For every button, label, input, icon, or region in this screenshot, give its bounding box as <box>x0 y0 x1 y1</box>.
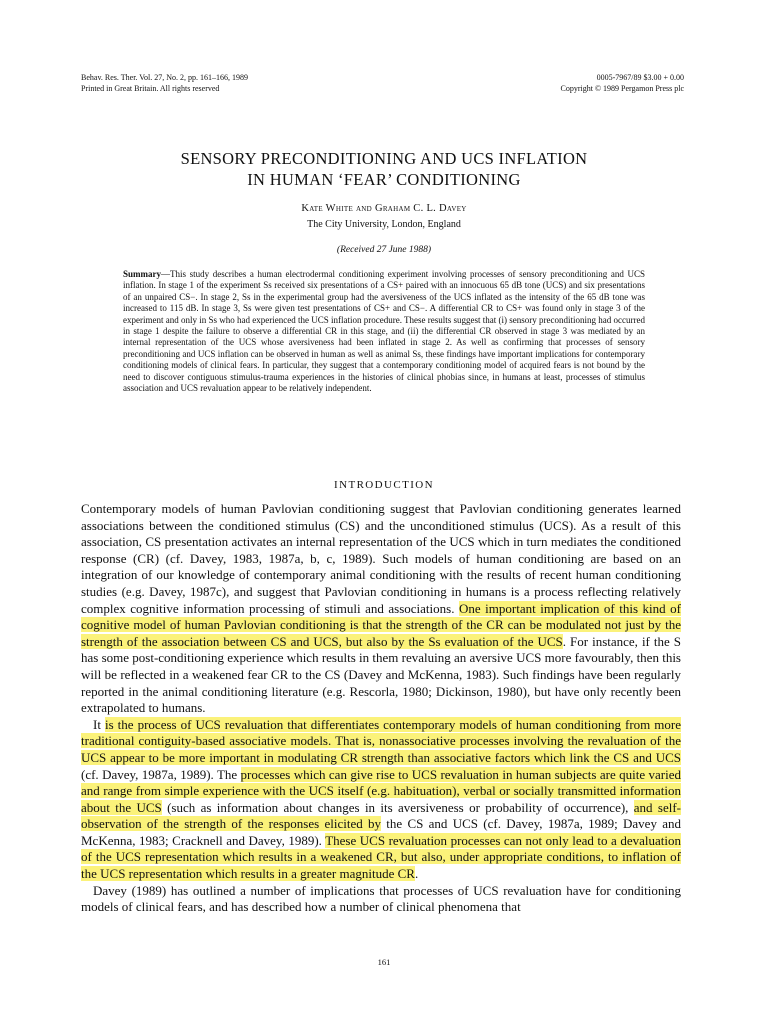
abstract-label: Summary <box>123 269 161 279</box>
printed-line: Printed in Great Britain. All rights reserved <box>81 84 220 93</box>
text-run: . <box>414 866 419 882</box>
text-run: . For instance, if the S has some post-conditioning experience which results in them revaluing an aversive UCS more favourably, then this will be reflected in a weakened fear CR to the CS (Davey and McKenna, 1983). Such findings have been regularly reported in the animal conditioning literature (e.g. Rescorla, 1980; Dickinson, 1980), but have only recently been extrapolated to humans. <box>81 633 681 716</box>
title-line-1: SENSORY PRECONDITIONING AND UCS INFLATION <box>180 149 588 168</box>
text-run: Davey (1989) has outlined a number of implications that processes of UCS revaluation have for conditioning models of clinical fears, and has described how a number of clinical phenomena that <box>81 882 681 915</box>
abstract <box>123 269 645 394</box>
copyright-line: Copyright © 1989 Pergamon Press plc <box>560 84 684 93</box>
paragraph-2 <box>81 717 681 883</box>
text-run: Contemporary models of human Pavlovian conditioning suggest that Pavlovian conditioning generates learned associations between the conditioned stimulus (CS) and the unconditioned stimulus (UCS). As a result of this association, CS presentation activates an internal representation of the UCS which in turn mediates the conditioned response (CR) (cf. Davey, 1983, 1987a, b, c, 1989). Such models of human conditioning are based on an integration of our knowledge of contemporary animal conditioning with the results of recent human conditioning studies (e.g. Davey, 1987c), and suggest that Pavlovian conditioning in humans is a process reflecting relatively complex cognitive information processing of stimuli and associations. <box>81 501 681 616</box>
journal-line: Behav. Res. Ther. Vol. 27, No. 2, pp. 161–166, 1989 <box>81 73 249 82</box>
page-number: 161 <box>377 957 391 967</box>
authors: Kate White and Graham C. L. Davey <box>301 203 467 214</box>
highlighted-text: processes which can give rise to UCS revaluation in human subjects are quite varied and range from simple experience with the UCS itself (e.g. habituation), verbal or socially transmitted information about the UCS <box>81 766 681 815</box>
abstract-text: —This study describes a human electrodermal conditioning experiment involving processes of sensory preconditioning and UCS inflation. In stage 1 of the experiment Ss received six presentations of a CS+ paired with an innocuous 65 dB tone (UCS) and six presentations of an unpaired CS−. In stage 2, Ss in the experimental group had the aversiveness of the UCS inflated as the intensity of the 65 dB tone was increased to 115 dB. In stage 3, Ss were given test presentations of CS+ and CS−. A differential CR to CS+ was found only in stage 3 of the experiment and only in Ss who had experienced the UCS inflation procedure. These results suggest that (i) sensory preconditioning had occurred in stage 1 despite the failure to observe a differential CR in this stage, and (ii) the differential CR observed in stage 3 was mediated by an internal representation of the UCS whose aversiveness had been inflated in stage 2. As well as confirming that processes of sensory preconditioning and UCS inflation can be observed in human as well as animal Ss, these findings have important implications for contemporary conditioning models of clinical fears. In particular, they suggest that a contemporary conditioning model of acquired fears is not bound by the need to discover contiguous stimulus-trauma experiences in the histories of clinical phobias since, in humans at least, processes of stimulus association and UCS revaluation appear to be relatively independent. <box>123 269 645 394</box>
text-run: It <box>93 716 105 732</box>
affiliation: The City University, London, England <box>307 219 461 230</box>
journal-citation <box>81 72 248 94</box>
paragraph-1 <box>81 501 681 717</box>
copyright-block <box>561 72 684 94</box>
text-run: (such as information about changes in its aversiveness or probability of occurrence), <box>161 799 634 815</box>
body-text <box>81 501 681 916</box>
issn-line: 0005-7967/89 $3.00 + 0.00 <box>596 73 684 82</box>
highlighted-text: is the process of UCS revaluation that differentiates contemporary models of human conditioning from more traditional contiguity-based associative models. That is, nonassociative processes involving the revaluation of the UCS appear to be more important in modulating CR strength than associative factors which link the CS and UCS <box>81 716 681 765</box>
text-run: (cf. Davey, 1987a, 1989). The <box>81 766 241 782</box>
text-run: the CS and UCS (cf. Davey, 1987a, 1989; Davey and McKenna, 1983; Cracknell and Davey, 1989). <box>81 816 682 848</box>
highlighted-text: and self-observation of the strength of the responses elicited by <box>81 799 681 832</box>
article-title <box>0 148 768 190</box>
highlighted-text: One important implication of this kind of cognitive model of human Pavlovian conditioning is that the strength of the CR can be modulated not just by the strength of the association between CS and UCS, but also by the Ss evaluation of the UCS <box>81 600 682 649</box>
section-heading: INTRODUCTION <box>334 479 434 491</box>
title-line-2: IN HUMAN ‘FEAR’ CONDITIONING <box>247 170 521 189</box>
highlighted-text: These UCS revaluation processes can not only lead to a devaluation of the UCS representation which results in a weakened CR, but also, under appropriate conditions, to inflation of the UCS representation which results in a greater magnitude CR <box>81 832 681 882</box>
received-date: (Received 27 June 1988) <box>336 245 432 255</box>
paragraph-3 <box>81 883 681 916</box>
